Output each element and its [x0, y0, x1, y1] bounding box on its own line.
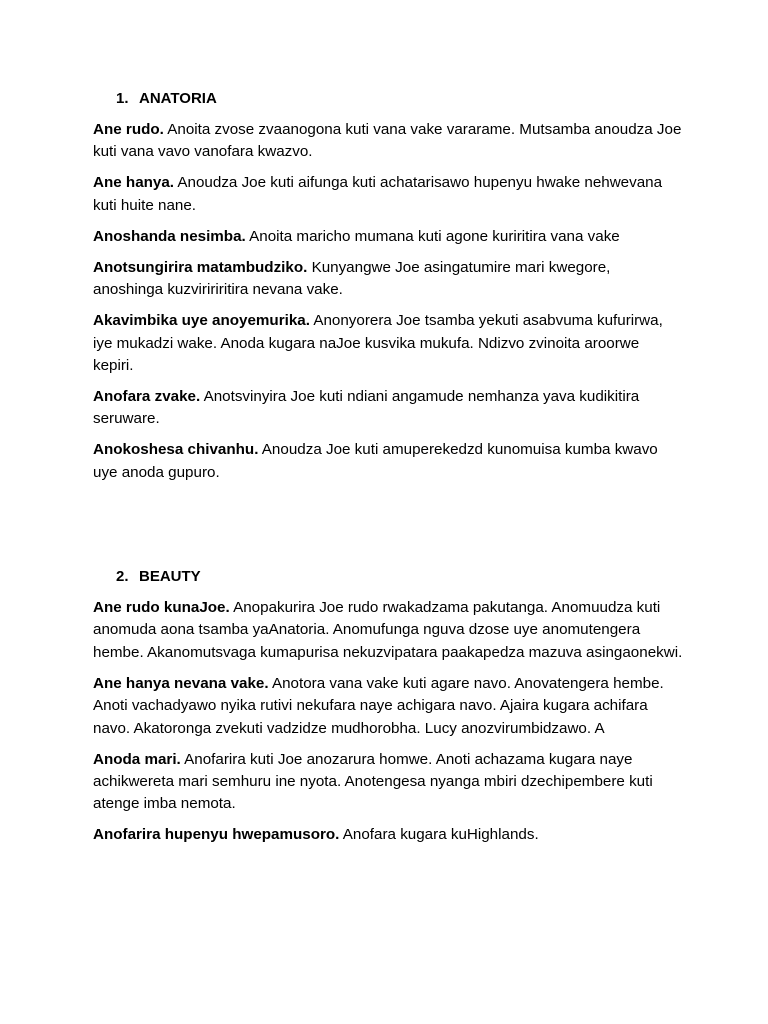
paragraph-lead: Ane hanya nevana vake.: [93, 674, 269, 692]
paragraph-text: Anotora vana vake kuti agare navo. Anovatengera hembe. Anoti vachadyawo nyika rutivi nekufara naye achigara navo. Ajaira kugara achifara navo. Akatoronga zvekuti vadzidze mudhorobha. Lucy anozvirumbidzawo. A: [93, 674, 664, 737]
section-heading: [116, 566, 683, 588]
paragraph-text: Anotsvinyira Joe kuti ndiani angamude nemhanza yava kudikitira seruware.: [93, 388, 640, 428]
paragraph-text: Anoita zvose zvaanogona kuti vana vake vararame. Mutsamba anoudza Joe kuti vana vavo vanofara kwazvo.: [93, 121, 682, 161]
paragraph-text: Anoudza Joe kuti aifunga kuti achatarisawo hupenyu hwake nehwevana kuti huite nane.: [93, 174, 663, 214]
paragraph: [93, 226, 683, 248]
paragraph: [93, 673, 683, 740]
paragraph-lead: Anoshanda nesimba.: [93, 227, 246, 245]
paragraph-lead: Anofarira hupenyu hwepamusoro.: [93, 826, 340, 844]
section-heading: [116, 88, 683, 110]
paragraph-lead: Ane hanya.: [93, 174, 175, 192]
section-number: 2.: [116, 568, 129, 585]
paragraph: [93, 439, 683, 484]
paragraph-lead: Ane rudo kunaJoe.: [93, 599, 230, 616]
paragraph-lead: Akavimbika uye anoyemurika.: [93, 312, 310, 330]
paragraph: [93, 824, 683, 846]
paragraph-lead: Anofara zvake.: [93, 388, 201, 406]
paragraph: [93, 310, 683, 377]
paragraph: [93, 172, 683, 217]
paragraph-text: Anoudza Joe kuti amuperekedzd kunomuisa kumba kwavo uye anoda gupuro.: [93, 441, 658, 481]
section-title: ANATORIA: [139, 90, 217, 107]
paragraph-text: Anonyorera Joe tsamba yekuti asabvuma kufurirwa, iye mukadzi wake. Anoda kugara naJoe kusvika mukufa. Ndizvo zvinoita aroorwe kepiri.: [93, 312, 663, 375]
paragraph-lead: Anokoshesa chivanhu.: [93, 441, 259, 459]
paragraph: [93, 597, 683, 664]
paragraph: [93, 386, 683, 431]
section-anatoria: [93, 88, 683, 493]
paragraph-text: Anopakurira Joe rudo rwakadzama pakutanga. Anomuudza kuti anomuda aona tsamba yaAnatoria. Anomufunga nguva dzose uye anomutengera hembe. Akanomutsvaga kumapurisa nekuzvipatara paakapedza mazuva asingaonekwi.: [93, 599, 683, 661]
paragraph-text: Anofarira kuti Joe anozarura homwe. Anoti achazama kugara naye achikwereta mari semhuru ine nyota. Anotengesa nyanga mbiri dzechipembere kuti atenge imba nemota.: [93, 750, 653, 813]
paragraph-text: Anoita maricho mumana kuti agone kuriritira vana vake: [245, 227, 620, 245]
paragraph-lead: Ane rudo.: [93, 121, 164, 138]
paragraph-lead: Anoda mari.: [93, 750, 181, 768]
paragraph: [93, 119, 683, 164]
paragraph-text: Anofara kugara kuHighlands.: [339, 826, 539, 844]
section-beauty: [93, 566, 683, 855]
paragraph: [93, 257, 683, 302]
section-title: BEAUTY: [139, 568, 201, 585]
section-number: 1.: [116, 90, 129, 107]
paragraph: [93, 749, 683, 816]
paragraph-text: Kunyangwe Joe asingatumire mari kwegore, anoshinga kuzviririritira nevana vake.: [93, 258, 611, 299]
paragraph-lead: Anotsungirira matambudziko.: [93, 258, 308, 276]
